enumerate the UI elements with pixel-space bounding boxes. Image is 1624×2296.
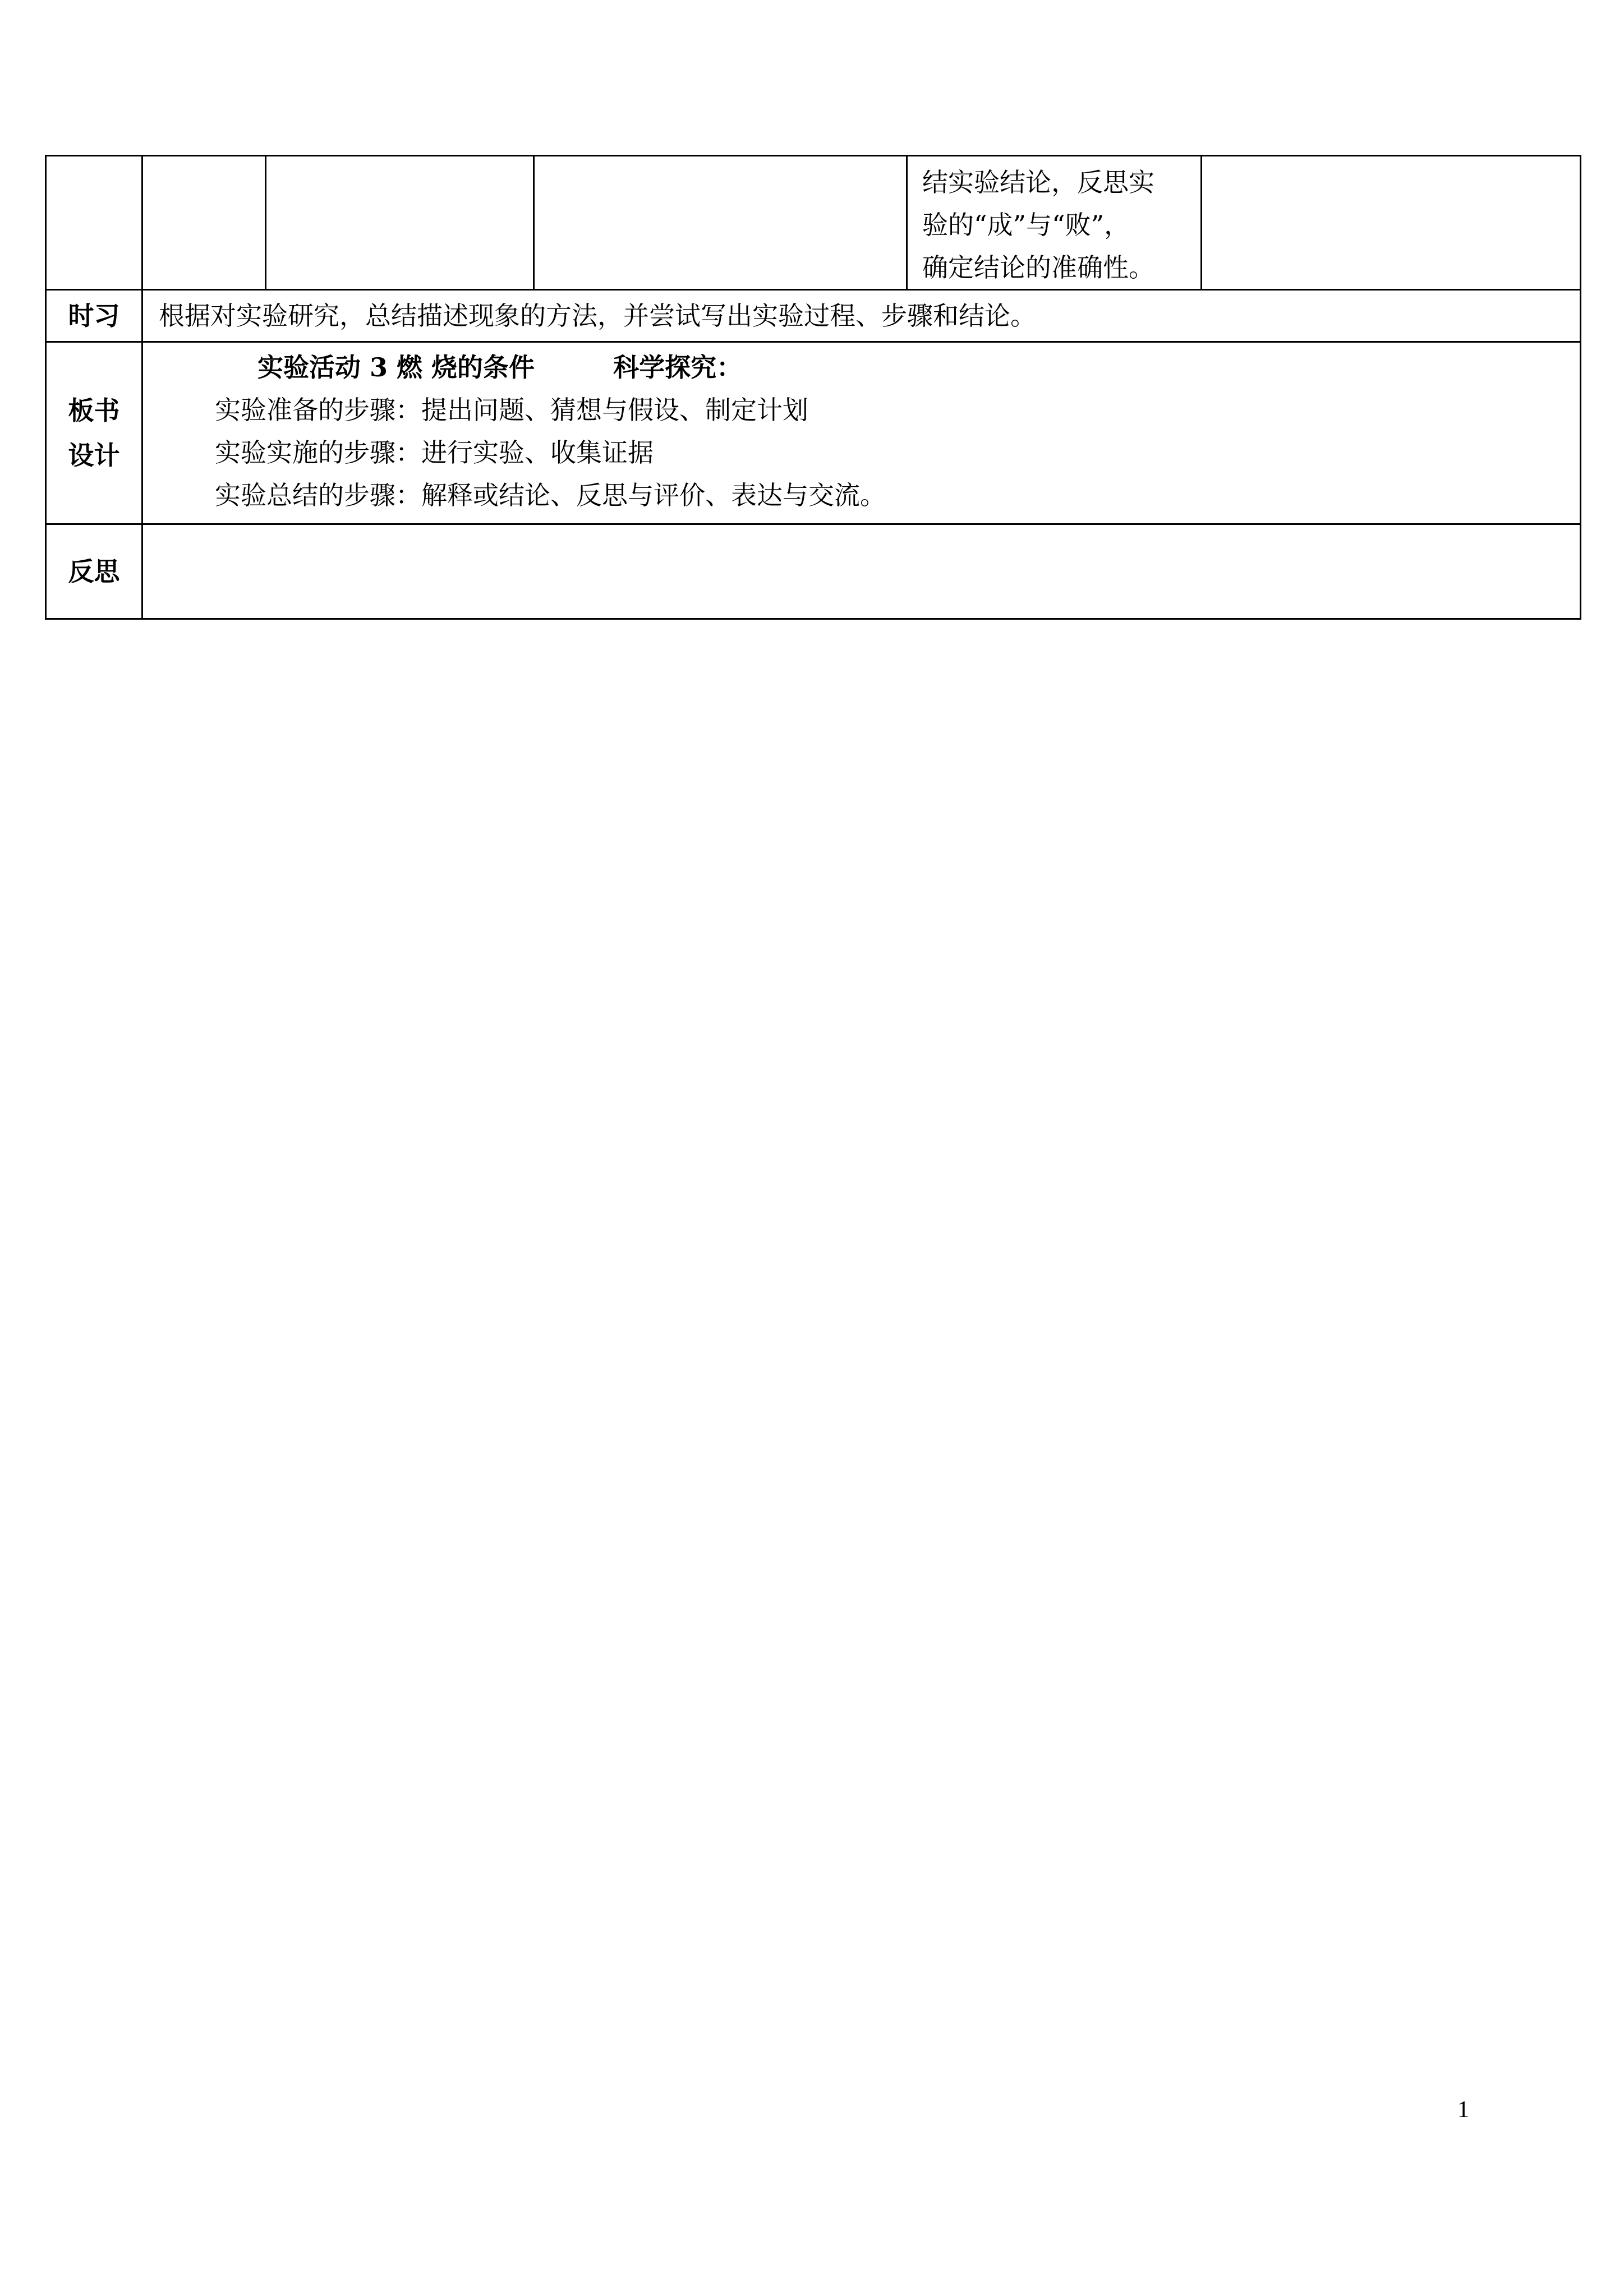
reflection-label: 反思 [46, 524, 142, 619]
cell-empty-2 [142, 156, 266, 290]
cell-empty-4 [534, 156, 907, 290]
table-row-shixi [46, 290, 1581, 342]
summary-line: 确定结论的准确性。 [922, 252, 1154, 283]
board-design-label-line1: 板书 [68, 395, 120, 426]
summary-line: 验的“成”与“败”， [922, 210, 1130, 240]
board-line: 实验实施的步骤：进行实验、收集证据 [215, 437, 654, 468]
board-title: 实验活动 3 燃 烧的条件 [257, 352, 535, 382]
table-row-board-design [46, 342, 1581, 524]
board-line: 实验准备的步骤：提出问题、猜想与假设、制定计划 [215, 395, 808, 425]
cell-empty-6 [1202, 156, 1581, 290]
lesson-plan-table [45, 155, 1581, 620]
board-design-label-line2: 设计 [68, 440, 120, 471]
board-subtitle: 科学探究： [613, 352, 743, 382]
shixi-text: 根据对实验研究，总结描述现象的方法，并尝试写出实验过程、步骤和结论。 [142, 290, 1581, 342]
board-design-label [46, 342, 142, 524]
summary-line: 结实验结论，反思实 [922, 167, 1154, 197]
shixi-label: 时习 [46, 290, 142, 342]
board-design-content [142, 342, 1581, 524]
reflection-content [142, 524, 1581, 619]
page-number: 1 [1457, 2097, 1469, 2123]
table-row-continued [46, 156, 1581, 290]
cell-summary [907, 156, 1202, 290]
cell-empty-1 [46, 156, 142, 290]
table-row-reflection [46, 524, 1581, 619]
board-line: 实验总结的步骤：解释或结论、反思与评价、表达与交流。 [215, 480, 886, 510]
cell-empty-3 [266, 156, 534, 290]
board-title-line [143, 346, 1580, 389]
